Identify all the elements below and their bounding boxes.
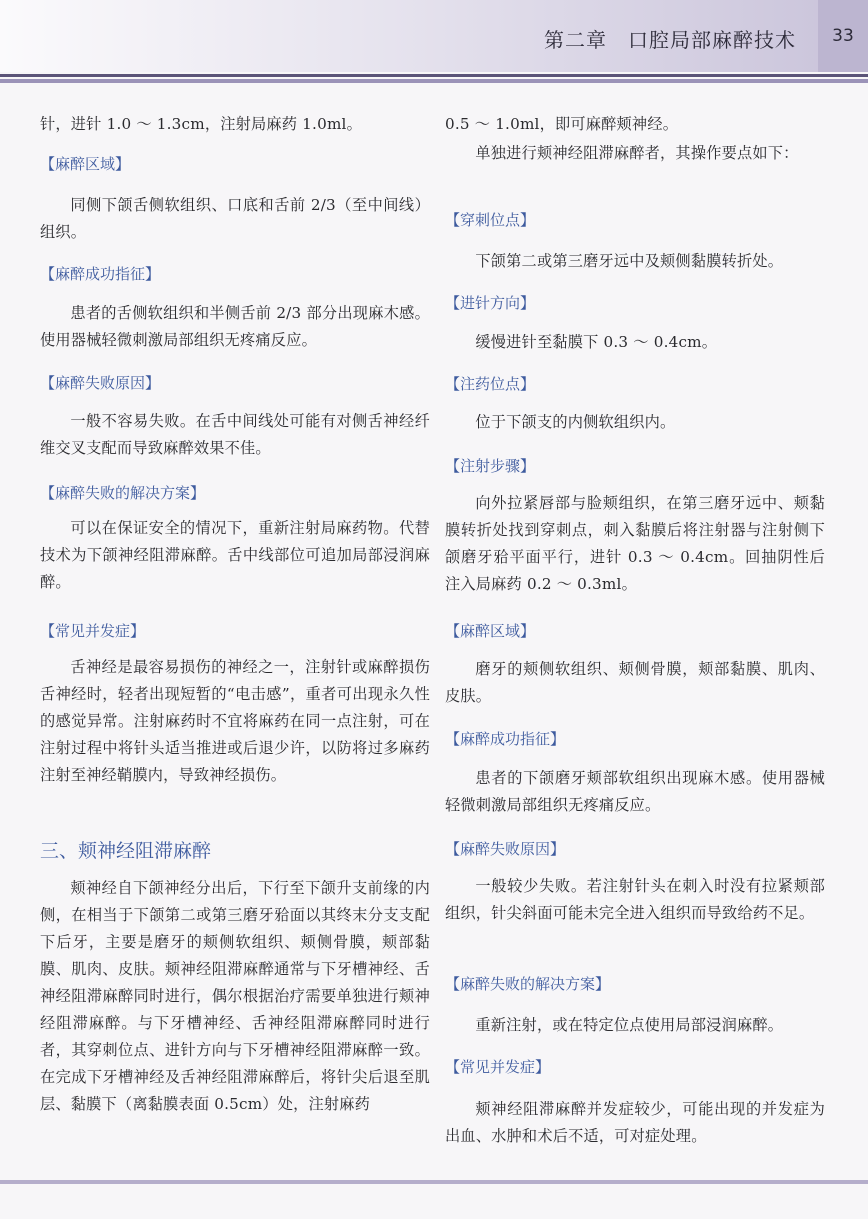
paragraph: 位于下颌支的内侧软组织内。 [475, 413, 676, 431]
subheading-complications: 【常见并发症】 [40, 622, 146, 640]
paragraph: 0.5 ～ 1.0ml，即可麻醉颊神经。 [445, 115, 679, 133]
subheading-anesthesia-area: 【麻醉区域】 [445, 622, 536, 640]
paragraph: 单独进行颊神经阻滞麻醉者，其操作要点如下： [475, 144, 799, 162]
paragraph: 可以在保证安全的情况下，重新注射局麻药物。代替技术为下颌神经阻滞麻醉。舌中线部位可追加局部浸润麻醉。 [40, 519, 430, 591]
paragraph: 舌神经是最容易损伤的神经之一，注射针或麻醉损伤舌神经时，轻者出现短暂的“电击感”，重者可出现永久性的感觉异常。注射麻药时不宜将麻药在同一点注射，可在注射过程中将针头适当推进或后退少许，以防将过多麻药注射至神经鞘膜内，导致神经损伤。 [40, 658, 430, 784]
subheading-success-signs: 【麻醉成功指征】 [40, 265, 161, 283]
subheading-anesthesia-area: 【麻醉区域】 [40, 155, 131, 173]
subheading-failure-solutions: 【麻醉失败的解决方案】 [445, 975, 611, 993]
paragraph: 下颌第二或第三磨牙远中及颊侧黏膜转折处。 [475, 252, 784, 270]
paragraph: 向外拉紧唇部与脸颊组织，在第三磨牙远中、颊黏膜转折处找到穿刺点，刺入黏膜后将注射器与注射侧下颌磨牙𬌗平面平行，进针 0.3 ～ 0.4cm。回抽阴性后注入局麻药 0.2 ～ 0.3ml。 [445, 494, 825, 593]
subheading-failure-solutions: 【麻醉失败的解决方案】 [40, 484, 206, 502]
subheading-complications: 【常见并发症】 [445, 1058, 551, 1076]
subheading-injection-steps: 【注射步骤】 [445, 457, 536, 475]
subheading-failure-causes: 【麻醉失败原因】 [445, 840, 566, 858]
paragraph: 患者的舌侧软组织和半侧舌前 2/3 部分出现麻木感。使用器械轻微刺激局部组织无疼痛反应。 [40, 304, 430, 349]
paragraph: 重新注射，或在特定位点使用局部浸润麻醉。 [475, 1016, 784, 1034]
paragraph: 针，进针 1.0 ～ 1.3cm，注射局麻药 1.0ml。 [40, 115, 362, 133]
section-heading: 三、颊神经阻滞麻醉 [40, 840, 212, 862]
paragraph: 颊神经阻滞麻醉并发症较少，可能出现的并发症为出血、水肿和术后不适，可对症处理。 [445, 1100, 825, 1145]
subheading-failure-causes: 【麻醉失败原因】 [40, 374, 161, 392]
paragraph: 磨牙的颊侧软组织、颊侧骨膜，颊部黏膜、肌肉、皮肤。 [445, 660, 825, 705]
subheading-puncture-site: 【穿刺位点】 [445, 211, 536, 229]
header-rule [0, 74, 868, 83]
chapter-title: 第二章 口腔局部麻醉技术 [544, 28, 796, 52]
paragraph: 颊神经自下颌神经分出后，下行至下颌升支前缘的内侧，在相当于下颌第二或第三磨牙𬌗面以其终末分支支配下后牙，主要是磨牙的颊侧软组织、颊侧骨膜，颊部黏膜、肌肉、皮肤。颊神经阻滞麻醉通常与下牙槽神经、舌神经阻滞麻醉同时进行，偶尔根据治疗需要单独进行颊神经阻滞麻醉。与下牙槽神经、舌神经阻滞麻醉同时进行者，其穿刺位点、进针方向与下牙槽神经阻滞麻醉一致。在完成下牙槽神经及舌神经阻滞麻醉后，将针尖后退至肌层、黏膜下（离黏膜表面 0.5cm）处，注射麻药 [40, 879, 430, 1113]
subheading-injection-site: 【注药位点】 [445, 375, 536, 393]
paragraph: 同侧下颌舌侧软组织、口底和舌前 2/3（至中间线）组织。 [40, 196, 430, 241]
paragraph: 患者的下颌磨牙颊部软组织出现麻木感。使用器械轻微刺激局部组织无疼痛反应。 [445, 769, 825, 814]
footer-rule [0, 1180, 868, 1184]
subheading-needle-direction: 【进针方向】 [445, 294, 536, 312]
paragraph: 缓慢进针至黏膜下 0.3 ～ 0.4cm。 [475, 333, 718, 351]
page-number: 33 [818, 0, 868, 72]
subheading-success-signs: 【麻醉成功指征】 [445, 730, 566, 748]
paragraph: 一般不容易失败。在舌中间线处可能有对侧舌神经纤维交叉支配而导致麻醉效果不佳。 [40, 412, 430, 457]
paragraph: 一般较少失败。若注射针头在刺入时没有拉紧颊部组织，针尖斜面可能未完全进入组织而导致给药不足。 [445, 877, 825, 922]
